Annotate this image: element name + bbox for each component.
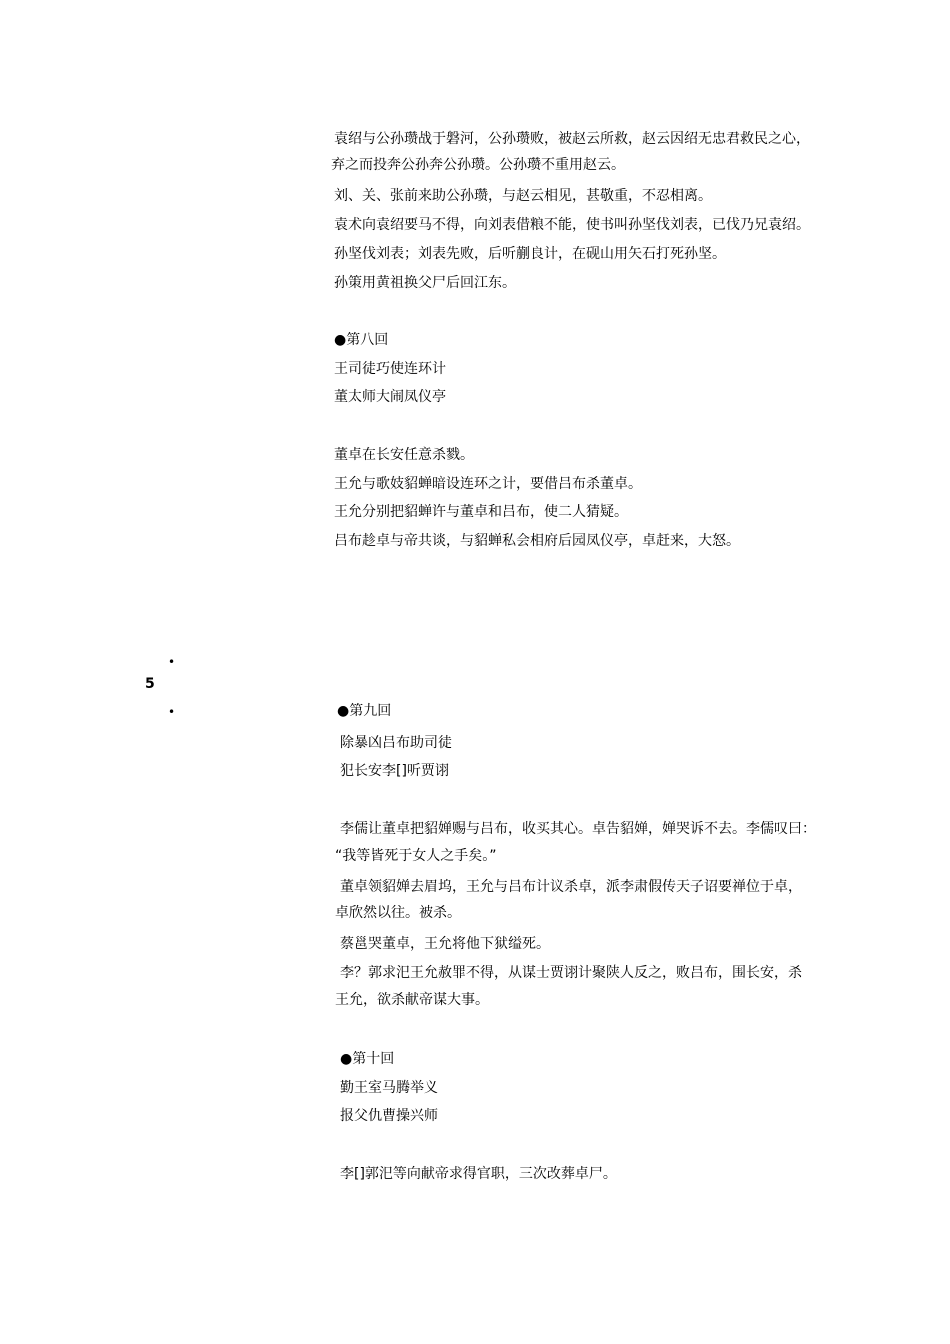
summary-line: 李？郭求汜王允赦罪不得，从谋士贾诩计聚陕人反之，败吕布，围长安，杀 xyxy=(340,965,802,981)
summary-line: 卓欣然以往。被杀。 xyxy=(335,905,461,921)
paragraph-line: 弃之而投奔公孙奔公孙瓒。公孙瓒不重用赵云。 xyxy=(331,157,625,173)
paragraph-line: 袁绍与公孙瓒战于磐河，公孙瓒败，被赵云所救，赵云因绍无忠君救民之心， xyxy=(334,131,810,147)
page-bullet: • xyxy=(168,705,176,719)
summary-line: 董卓在长安任意杀戮。 xyxy=(334,447,474,463)
summary-line: 李[]郭汜等向献帝求得官职，三次改葬卓尸。 xyxy=(340,1166,617,1182)
chapter-title-line: 董太师大闹凤仪亭 xyxy=(334,389,446,405)
paragraph-line: 孙坚伐刘表；刘表先败，后听蒯良计，在砚山用矢石打死孙坚。 xyxy=(334,246,726,262)
summary-line: “我等皆死于女人之手矣。” xyxy=(335,848,497,864)
chapter-heading: ●第八回 xyxy=(334,332,389,348)
summary-line: 王允，欲杀献帝谋大事。 xyxy=(335,992,489,1008)
chapter-title-line: 除暴凶吕布助司徒 xyxy=(340,735,452,751)
chapter-title-line: 王司徒巧使连环计 xyxy=(334,361,446,377)
paragraph-line: 袁术向袁绍要马不得，向刘表借粮不能，使书叫孙坚伐刘表，已伐乃兄袁绍。 xyxy=(334,217,810,233)
page-bullet: • xyxy=(168,655,176,669)
paragraph-line: 刘、关、张前来助公孙瓒，与赵云相见，甚敬重，不忍相离。 xyxy=(334,188,712,204)
summary-line: 吕布趁卓与帝共谈，与貂蝉私会相府后园凤仪亭，卓赶来，大怒。 xyxy=(334,533,740,549)
summary-line: 王允分别把貂蝉许与董卓和吕布，使二人猜疑。 xyxy=(334,504,628,520)
summary-line: 蔡邕哭董卓，王允将他下狱缢死。 xyxy=(340,936,550,952)
chapter-heading: ●第十回 xyxy=(340,1051,395,1067)
chapter-title-line: 勤王室马腾举义 xyxy=(340,1080,438,1096)
summary-line: 董卓领貂婵去眉坞，王允与吕布计议杀卓，派李肃假传天子诏要禅位于卓， xyxy=(340,879,802,895)
summary-line: 王允与歌妓貂蝉暗设连环之计，要借吕布杀董卓。 xyxy=(334,476,642,492)
chapter-title-line: 报父仇曹操兴师 xyxy=(340,1108,438,1124)
page-number: 5 xyxy=(145,676,155,692)
chapter-heading: ●第九回 xyxy=(337,703,392,719)
paragraph-line: 孙策用黄祖换父尸后回江东。 xyxy=(334,275,516,291)
summary-line: 李儒让董卓把貂婵赐与吕布，收买其心。卓告貂婵，婵哭诉不去。李儒叹曰： xyxy=(340,821,816,837)
chapter-title-line: 犯长安李[]听贾诩 xyxy=(340,763,449,779)
